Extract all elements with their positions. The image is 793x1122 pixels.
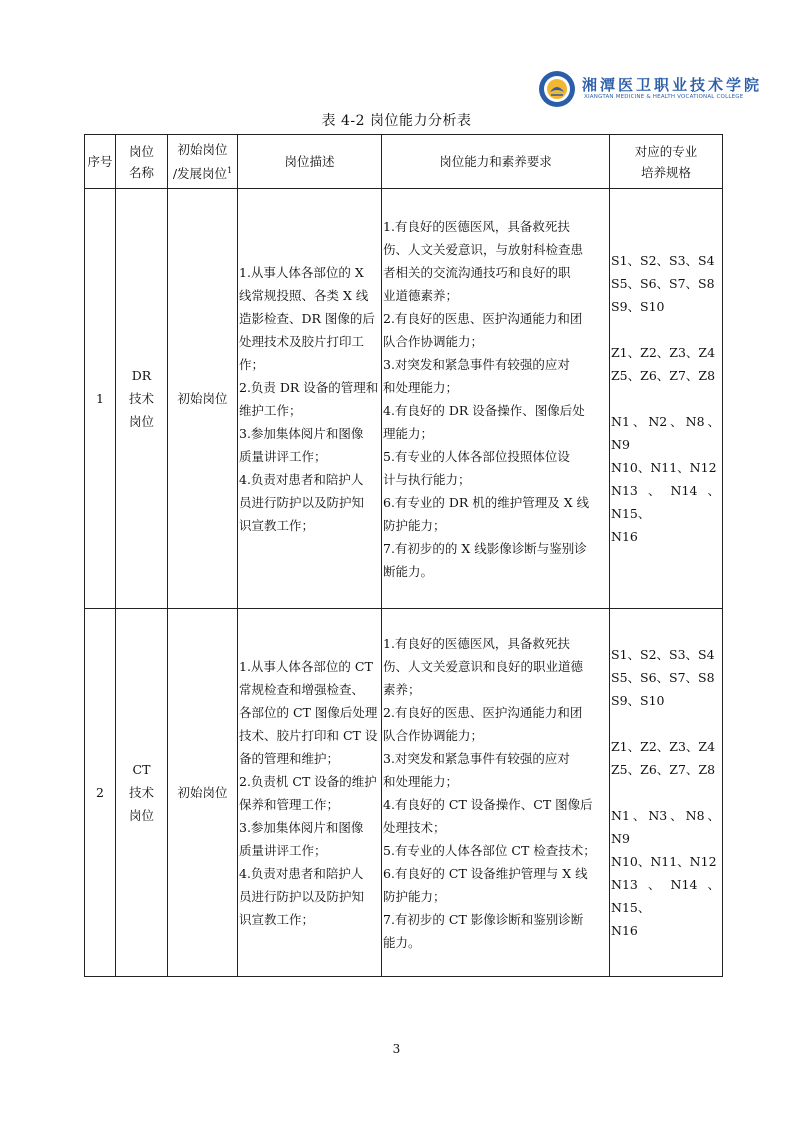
desc-line: 3.参加集体阅片和图像 [239,425,364,441]
position-name-line2: 技术 [128,785,154,800]
spec-gap [611,387,720,410]
desc-line: 处理技术及胶片打印工 [239,333,365,349]
req-line: 4.有良好的 CT 设备操作、CT 图像后 [383,796,593,812]
req-line: 业道德素养； [383,287,459,303]
row-position-type: 初始岗位 [168,609,238,977]
desc-line: 1.从事人体各部位的 X [239,264,364,280]
spec-line: N10、N11、N12 [611,460,717,475]
desc-line: 4.负责对患者和陪护人 [239,865,364,881]
req-line: 断能力。 [383,563,434,579]
row-position-name [116,609,168,977]
desc-line: 作； [239,356,265,372]
spec-line: S1、S2、S3、S4 [611,647,715,662]
header-specs-line2: 培养规格 [640,164,691,180]
req-line: 3.对突发和紧急事件有较强的应对 [383,356,570,372]
header-requirements: 岗位能力和素养要求 [382,135,610,189]
row-specs [610,189,723,609]
desc-line: 质量讲评工作； [239,448,327,464]
page-number: 3 [392,1042,401,1056]
desc-line: 各部位的 CT 图像后处理 [239,704,378,720]
desc-line: 维护工作； [239,402,302,418]
req-line: 1.有良好的医德医风，具备救死扶 [383,635,570,651]
spec-line: N13、N14、N15、 [611,483,720,521]
desc-line: 技术、胶片打印和 CT 设 [239,727,378,743]
desc-line: 备的管理和维护； [239,750,340,766]
req-line: 7.有初步的 CT 影像诊断和鉴别诊断 [383,911,584,927]
position-name-line1: CT [132,762,151,777]
req-line: 队合作协调能力； [383,333,484,349]
header-type-line2-text: /发展岗位 [172,166,228,182]
req-line: 7.有初步的的 X 线影像诊断与鉴别诊 [383,540,587,556]
row-specs [610,609,723,977]
header-type-line2 [168,160,237,184]
desc-line: 4.负责对患者和陪护人 [239,471,364,487]
spec-line: Z5、Z6、Z7、Z8 [611,762,716,777]
footnote-marker: 1 [227,165,233,175]
header-name-line2: 名称 [128,164,154,180]
desc-line: 3.参加集体阅片和图像 [239,819,364,835]
req-line: 理能力； [383,425,434,441]
req-line: 计与执行能力； [383,471,471,487]
req-line: 4.有良好的 DR 设备操作、图像后处 [383,402,585,418]
req-line: 伤、人文关爱意识和良好的职业道德 [383,658,584,674]
spec-line: N1、N2、N8、N9 [611,414,720,452]
position-name-line1: DR [131,368,152,383]
header-specs [610,135,723,189]
row-position-name [116,189,168,609]
desc-line: 员进行防护以及防护知 [239,494,365,510]
header-description: 岗位描述 [238,135,382,189]
req-line: 6.有专业的 DR 机的维护管理及 X 线 [383,494,590,510]
desc-line: 员进行防护以及防护知 [239,888,365,904]
header-name [116,135,168,189]
table-row [85,189,723,609]
spec-line: N16 [611,923,638,938]
spec-line: S5、S6、S7、S8 [611,670,715,685]
desc-line: 常规检查和增强检查、 [239,681,365,697]
row-description [238,189,382,609]
desc-line: 造影检查、DR 图像的后 [239,310,375,326]
req-line: 5.有专业的人体各部位 CT 检查技术； [383,842,596,858]
desc-line: 线常规投照、各类 X 线 [239,287,369,303]
spec-line: S1、S2、S3、S4 [611,253,715,268]
spec-gap [611,712,720,735]
header-specs-line1: 对应的专业 [634,143,698,159]
spec-line: N16 [611,529,638,544]
spec-gap [611,781,720,804]
req-line: 5.有专业的人体各部位投照体位设 [383,448,570,464]
position-name-line3: 岗位 [128,808,154,823]
position-name-line2: 技术 [128,391,154,406]
req-line: 和处理能力； [383,773,459,789]
desc-line: 2.负责 DR 设备的管理和 [239,379,379,395]
row-position-type: 初始岗位 [168,189,238,609]
desc-line: 2.负责机 CT 设备的维护 [239,773,377,789]
row-seq: 2 [85,609,116,977]
spec-gap [611,318,720,341]
spec-line: N13、N14、N15、 [611,877,720,915]
logo-text-en: XIANGTAN MEDICINE & HEALTH VOCATIONAL COLLEGE [584,94,744,100]
req-line: 队合作协调能力； [383,727,484,743]
req-line: 2.有良好的医患、医护沟通能力和团 [383,704,583,720]
spec-line: Z1、Z2、Z3、Z4 [611,739,716,754]
desc-line: 识宣教工作； [239,911,315,927]
desc-line: 保养和管理工作； [239,796,340,812]
req-line: 伤、人文关爱意识，与放射科检查患 [383,241,584,257]
req-line: 3.对突发和紧急事件有较强的应对 [383,750,570,766]
spec-line: S9、S10 [611,299,665,314]
table-header-row [85,135,723,189]
spec-line: N1、N3、N8、N9 [611,808,720,846]
spec-line: S9、S10 [611,693,665,708]
req-line: 素养； [383,681,421,697]
req-line: 和处理能力； [383,379,459,395]
table-title: 表 4-2 岗位能力分析表 [321,113,472,129]
desc-line: 1.从事人体各部位的 CT [239,658,373,674]
req-line: 防护能力； [383,517,446,533]
logo-text-cn: 湘潭医卫职业技术学院 [582,76,763,94]
req-line: 6.有良好的 CT 设备维护管理与 X 线 [383,865,588,881]
req-line: 能力。 [383,934,421,950]
position-name-line3: 岗位 [128,414,154,429]
spec-line: N10、N11、N12 [611,854,717,869]
req-line: 1.有良好的医德医风，具备救死扶 [383,218,570,234]
row-seq: 1 [85,189,116,609]
req-line: 处理技术； [383,819,446,835]
desc-line: 质量讲评工作； [239,842,327,858]
header-type [168,135,238,189]
desc-line: 识宣教工作； [239,517,315,533]
college-emblem-icon [538,70,576,108]
spec-line: S5、S6、S7、S8 [611,276,715,291]
spec-line: Z5、Z6、Z7、Z8 [611,368,716,383]
header-name-line1: 岗位 [128,143,154,159]
row-requirements [382,189,610,609]
req-line: 2.有良好的医患、医护沟通能力和团 [383,310,583,326]
req-line: 防护能力； [383,888,446,904]
row-requirements [382,609,610,977]
header-seq: 序号 [85,135,116,189]
req-line: 者相关的交流沟通技巧和良好的职 [383,264,571,280]
table-row [85,609,723,977]
row-description [238,609,382,977]
header-type-line1: 初始岗位 [177,141,228,157]
spec-line: Z1、Z2、Z3、Z4 [611,345,716,360]
position-ability-table [84,134,723,977]
